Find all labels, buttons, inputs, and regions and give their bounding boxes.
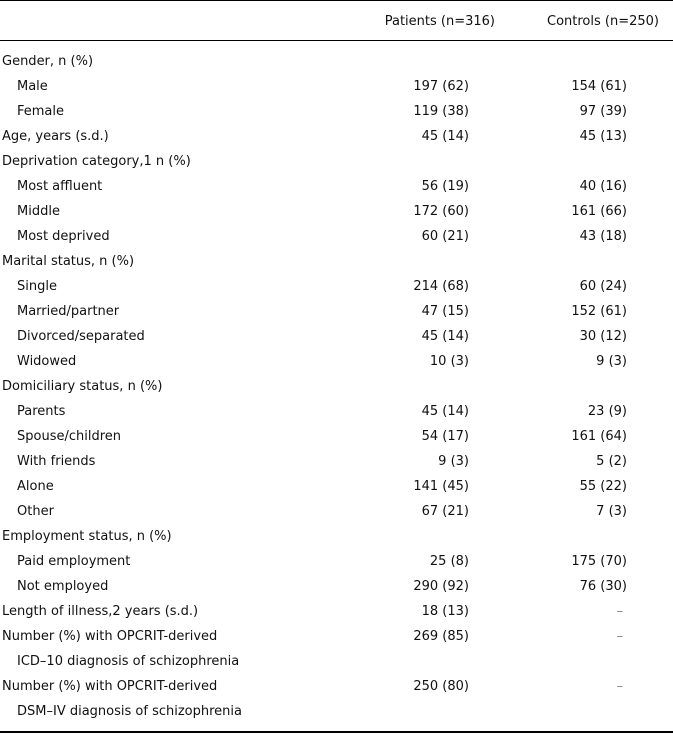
table-row — [0, 499, 673, 524]
row-label: With friends — [17, 454, 96, 469]
row-label: Alone — [17, 479, 54, 494]
row-label: Divorced/separated — [17, 329, 145, 344]
table-row — [0, 99, 673, 124]
row-label: Female — [17, 104, 65, 119]
row-label: ICD–10 diagnosis of schizophrenia — [17, 654, 240, 669]
row-label: Parents — [17, 404, 66, 419]
table-row — [0, 299, 673, 324]
row-label: Marital status, n (%) — [2, 254, 135, 269]
patients-value: 67 (21) — [421, 504, 469, 519]
patients-value: 45 (14) — [421, 129, 469, 144]
table-row — [0, 399, 673, 424]
table-row — [0, 74, 673, 99]
row-label: Age, years (s.d.) — [2, 129, 109, 144]
patients-value: 290 (92) — [413, 579, 469, 594]
table-row — [0, 699, 673, 724]
top-rule — [0, 0, 673, 1]
table-row — [0, 424, 673, 449]
controls-dash: – — [616, 629, 623, 644]
patients-value: 45 (14) — [421, 329, 469, 344]
patients-value: 45 (14) — [421, 404, 469, 419]
table-row — [0, 274, 673, 299]
controls-dash: – — [616, 604, 623, 619]
controls-value: 40 (16) — [579, 179, 627, 194]
table-row — [0, 524, 673, 549]
patients-value: 9 (3) — [438, 454, 469, 469]
row-label: Number (%) with OPCRIT-derived — [2, 629, 218, 644]
table-row — [0, 674, 673, 699]
row-label: Not employed — [17, 579, 109, 594]
patients-value: 119 (38) — [413, 104, 469, 119]
table-row — [0, 199, 673, 224]
patients-value: 56 (19) — [421, 179, 469, 194]
patients-value: 214 (68) — [413, 279, 469, 294]
patients-value: 197 (62) — [413, 79, 469, 94]
table-row — [0, 474, 673, 499]
patients-value: 25 (8) — [429, 554, 469, 569]
patients-value: 141 (45) — [413, 479, 469, 494]
table-row — [0, 149, 673, 174]
table-row — [0, 124, 673, 149]
controls-value: 154 (61) — [571, 79, 627, 94]
row-label: Number (%) with OPCRIT-derived — [2, 679, 218, 694]
controls-dash: – — [616, 679, 623, 694]
controls-value: 161 (66) — [571, 204, 627, 219]
row-label: Most deprived — [17, 229, 110, 244]
controls-value: 97 (39) — [579, 104, 627, 119]
controls-value: 152 (61) — [571, 304, 627, 319]
header-rule — [0, 40, 673, 41]
table-row — [0, 224, 673, 249]
table-row — [0, 574, 673, 599]
controls-value: 76 (30) — [579, 579, 627, 594]
patients-value: 54 (17) — [421, 429, 469, 444]
bottom-rule — [0, 731, 673, 733]
controls-value: 55 (22) — [579, 479, 627, 494]
patients-value: 60 (21) — [421, 229, 469, 244]
controls-value: 23 (9) — [587, 404, 627, 419]
controls-value: 5 (2) — [596, 454, 627, 469]
row-label: Single — [17, 279, 57, 294]
table-row — [0, 624, 673, 649]
row-label: Domiciliary status, n (%) — [2, 379, 163, 394]
row-label: Deprivation category,1 n (%) — [2, 154, 191, 169]
row-label: Widowed — [17, 354, 77, 369]
row-label: Male — [17, 79, 48, 94]
table-row — [0, 249, 673, 274]
row-label: Spouse/children — [17, 429, 122, 444]
table-row — [0, 49, 673, 74]
table-row — [0, 599, 673, 624]
controls-value: 45 (13) — [579, 129, 627, 144]
controls-value: 7 (3) — [596, 504, 627, 519]
row-label: Gender, n (%) — [2, 54, 94, 69]
table-row — [0, 449, 673, 474]
table-body — [0, 49, 673, 724]
table-row — [0, 649, 673, 674]
controls-value: 30 (12) — [579, 329, 627, 344]
controls-value: 9 (3) — [596, 354, 627, 369]
row-label: Married/partner — [17, 304, 120, 319]
controls-value: 43 (18) — [579, 229, 627, 244]
table-row — [0, 374, 673, 399]
patients-value: 18 (13) — [421, 604, 469, 619]
table-row — [0, 174, 673, 199]
controls-value: 175 (70) — [571, 554, 627, 569]
controls-value: 60 (24) — [579, 279, 627, 294]
row-label: Middle — [17, 204, 60, 219]
row-label: Employment status, n (%) — [2, 529, 172, 544]
row-label: Paid employment — [17, 554, 131, 569]
row-label: Other — [17, 504, 54, 519]
row-label: DSM–IV diagnosis of schizophrenia — [17, 704, 242, 719]
table-row — [0, 324, 673, 349]
header-patients: Patients (n=316) — [384, 14, 495, 29]
controls-value: 161 (64) — [571, 429, 627, 444]
patients-value: 172 (60) — [413, 204, 469, 219]
patients-value: 47 (15) — [421, 304, 469, 319]
patients-value: 269 (85) — [413, 629, 469, 644]
row-label: Length of illness,2 years (s.d.) — [2, 604, 199, 619]
row-label: Most affluent — [17, 179, 103, 194]
patients-value: 250 (80) — [413, 679, 469, 694]
patients-value: 10 (3) — [429, 354, 469, 369]
table-row — [0, 349, 673, 374]
table-row — [0, 549, 673, 574]
header-controls: Controls (n=250) — [547, 14, 659, 29]
